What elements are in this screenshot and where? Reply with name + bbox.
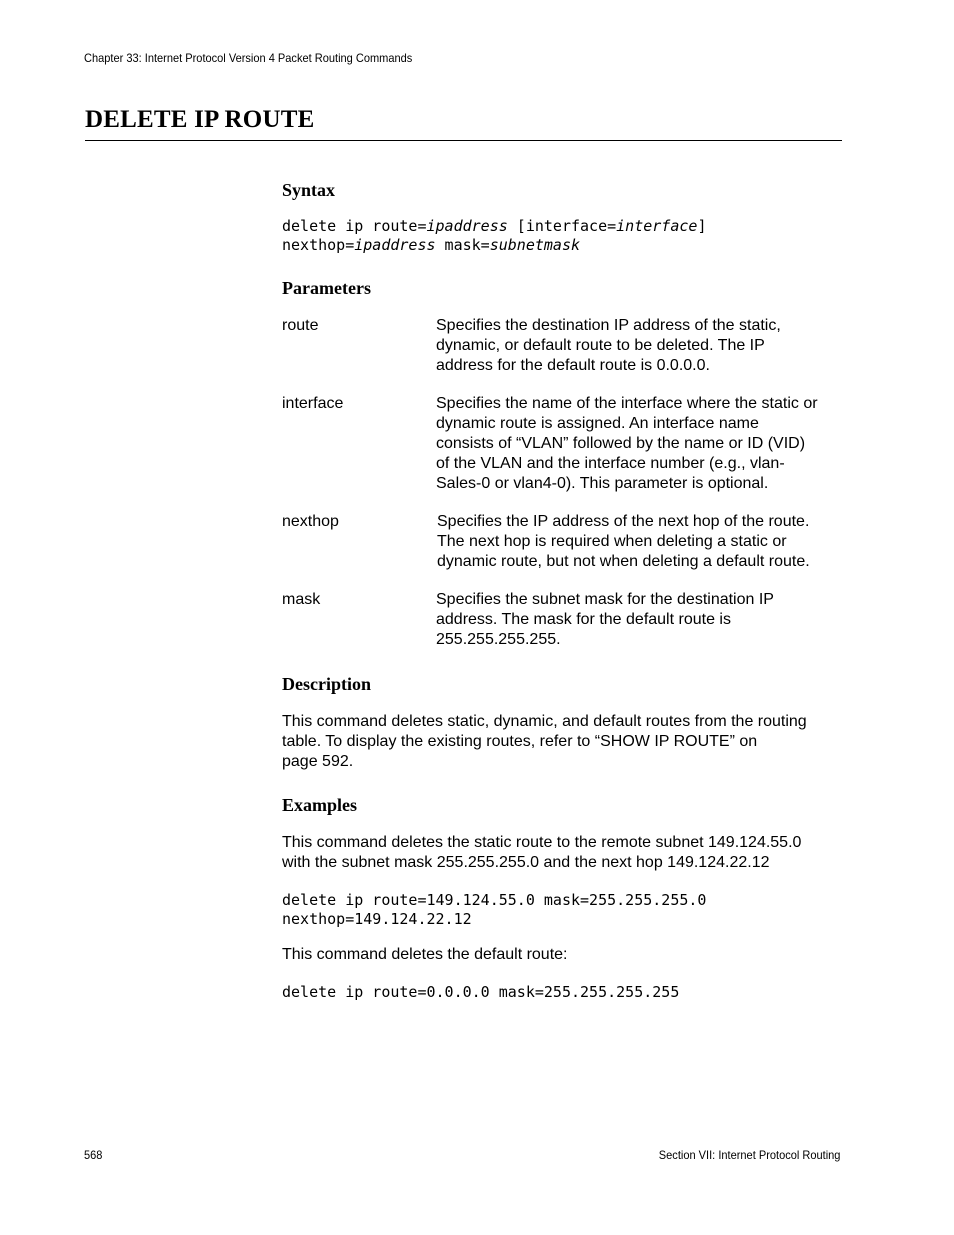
param-name-mask: mask (282, 591, 321, 608)
param-name-route: route (282, 317, 319, 334)
title-rule (85, 140, 842, 141)
param-desc-interface: Specifies the name of the interface where the static or dynamic route is assigned. An interface name consists of “VLAN” followed by the name or ID (VID) of the VLAN and the interface number (e.g., vlan- Sales-0 or vlan4-0). This parameter is optional. (436, 395, 818, 492)
example-code-1: delete ip route=149.124.55.0 mask=255.255.255.0 nexthop=149.124.22.12 (282, 891, 707, 928)
description-heading: Description (282, 674, 371, 694)
page-title: DELETE IP ROUTE (85, 106, 315, 133)
examples-heading: Examples (282, 795, 358, 815)
param-desc-route: Specifies the destination IP address of the static, dynamic, or default route to be deleted. The IP address for the default route is 0.0.0.0. (436, 317, 781, 374)
example-intro-2: This command deletes the default route: (282, 946, 568, 963)
param-desc-nexthop: Specifies the IP address of the next hop of the route. The next hop is required when deleting a static or dynamic route, but not when deleting a default route. (437, 513, 810, 570)
syntax-heading: Syntax (282, 180, 336, 200)
description-text: This command deletes static, dynamic, and default routes from the routing table. To display the existing routes, refer to “SHOW IP ROUTE” on page 592. (282, 713, 807, 770)
param-name-nexthop: nexthop (282, 513, 339, 530)
section-footer: Section VII: Internet Protocol Routing (658, 1148, 840, 1162)
param-name-interface: interface (282, 395, 344, 412)
example-code-2: delete ip route=0.0.0.0 mask=255.255.255.255 (282, 983, 680, 1001)
syntax-code: delete ip route=ipaddress [interface=interface] nexthop=ipaddress mask=subnetmask (282, 217, 707, 254)
param-desc-mask: Specifies the subnet mask for the destination IP address. The mask for the default route is 255.255.255.255. (436, 591, 774, 648)
running-header: Chapter 33: Internet Protocol Version 4 Packet Routing Commands (84, 51, 413, 65)
example-intro-1: This command deletes the static route to the remote subnet 149.124.55.0 with the subnet mask 255.255.255.0 and the next hop 149.124.22.12 (282, 834, 802, 871)
parameters-heading: Parameters (282, 278, 371, 298)
page-number: 568 (84, 1148, 103, 1162)
